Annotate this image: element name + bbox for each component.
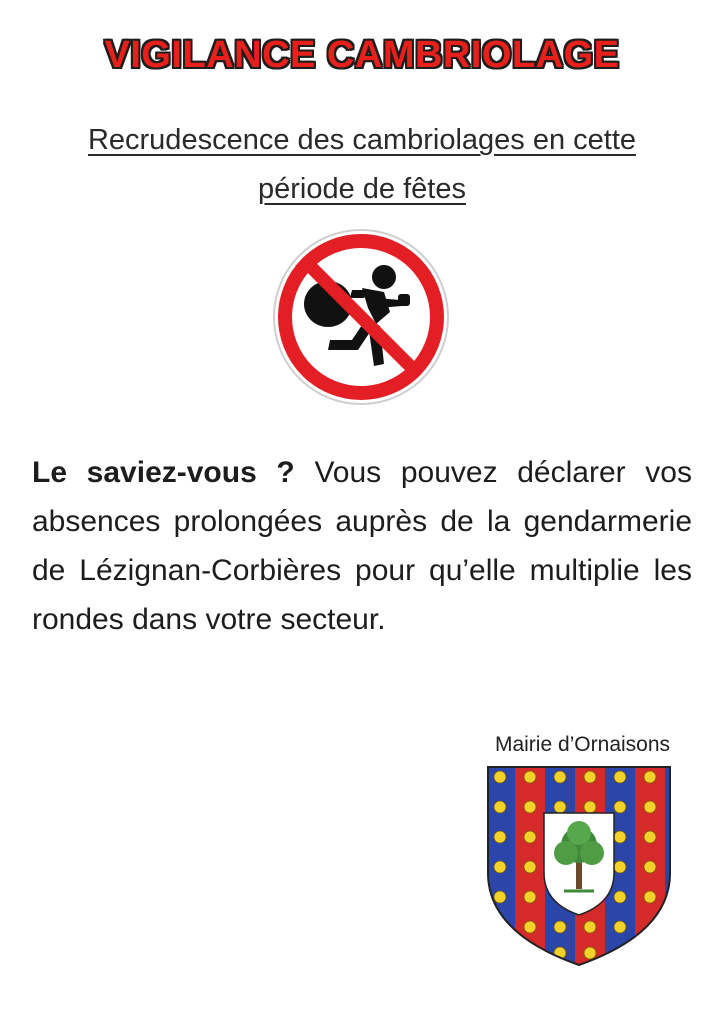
info-paragraph <box>32 448 692 644</box>
subtitle-line-2: période de fêtes <box>258 173 466 205</box>
info-lead: Le saviez-vous ? <box>32 456 295 489</box>
no-burglar-sign-icon <box>272 228 450 406</box>
signature: Mairie d’Ornaisons <box>494 733 671 756</box>
coat-of-arms-icon <box>484 763 674 968</box>
info-text: Vous pouvez déclarer vos absences prolongées auprès de la gendarmerie de Lézignan-Corbières pour qu’elle multiplie les rondes dans votre secteur. <box>32 456 692 636</box>
poster-subtitle <box>40 116 684 214</box>
poster-title: VIGILANCE CAMBRIOLAGE <box>104 34 620 76</box>
subtitle-line-1: Recrudescence des cambriolages en cette <box>87 124 637 156</box>
